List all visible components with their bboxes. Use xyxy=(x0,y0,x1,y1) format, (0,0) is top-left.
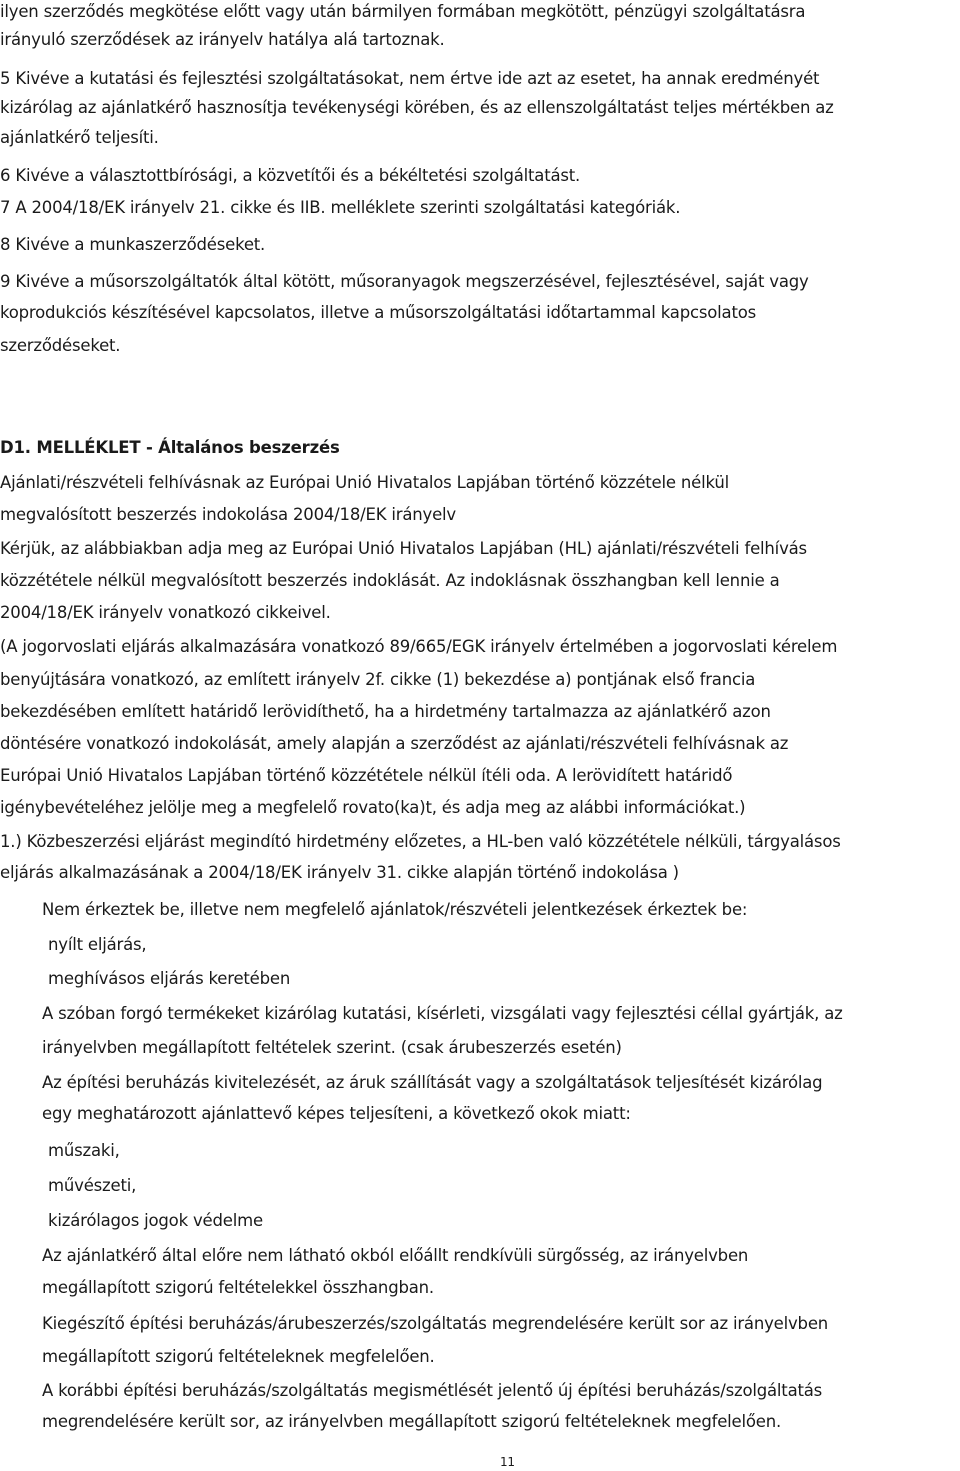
footnote-4-line-1: ilyen szerződés megkötése előtt vagy után bármilyen formában megkötött, pénzügyi szolgáltatásra xyxy=(0,2,806,21)
request-line-1: Kérjük, az alábbiakban adja meg az Európai Unió Hivatalos Lapjában (HL) ajánlati/részvételi felhívás xyxy=(0,539,807,558)
option-repeat-line-2: megrendelésére került sor, az irányelvben megállapított szigorú feltételeknek megfelelően. xyxy=(42,1412,782,1431)
option-research-line-1: A szóban forgó termékeket kizárólag kutatási, kísérleti, vizsgálati vagy fejlesztési céllal gyártják, az xyxy=(42,1004,843,1023)
footnote-9-line-2: koprodukciós készítésével kapcsolatos, illetve a műsorszolgáltatási időtartammal kapcsolatos xyxy=(0,303,757,322)
option-open-procedure: nyílt eljárás, xyxy=(48,935,147,954)
point-1-line-1: 1.) Közbeszerzési eljárást megindító hirdetmény előzetes, a HL-ben való közzététele nélküli, tárgyalásos xyxy=(0,832,841,851)
point-1-line-2: eljárás alkalmazásának a 2004/18/EK irányelv 31. cikke alapján történő indokolása ) xyxy=(0,863,679,882)
footnote-9-line-3: szerződéseket. xyxy=(0,336,121,355)
option-artistic: művészeti, xyxy=(48,1176,137,1195)
option-single-bidder-line-1: Az építési beruházás kivitelezését, az áruk szállítását vagy a szolgáltatások teljesítését kizárólag xyxy=(42,1073,823,1092)
footnote-5-line-1: 5 Kivéve a kutatási és fejlesztési szolgáltatásokat, nem értve ide azt az esetet, ha annak eredményét xyxy=(0,69,820,88)
remedy-note-line-3: bekezdésében említett határidő lerövidíthető, ha a hirdetmény tartalmazza az ajánlatkérő azon xyxy=(0,702,771,721)
footnote-7: 7 A 2004/18/EK irányelv 21. cikke és IIB. melléklete szerinti szolgáltatási kategóriák. xyxy=(0,198,681,217)
option-additional-line-1: Kiegészítő építési beruházás/árubeszerzés/szolgáltatás megrendelésére került sor az irányelvben xyxy=(42,1314,829,1333)
option-additional-line-2: megállapított szigorú feltételeknek megfelelően. xyxy=(42,1347,435,1366)
remedy-note-line-1: (A jogorvoslati eljárás alkalmazására vonatkozó 89/665/EGK irányelv értelmében a jogorvoslati kérelem xyxy=(0,637,838,656)
option-exclusive-rights: kizárólagos jogok védelme xyxy=(48,1211,263,1230)
remedy-note-line-4: döntésére vonatkozó indokolását, amely alapján a szerződést az ajánlati/részvételi felhívásnak az xyxy=(0,734,789,753)
option-repeat-line-1: A korábbi építési beruházás/szolgáltatás megismétlését jelentő új építési beruházás/szolgáltatás xyxy=(42,1381,823,1400)
option-single-bidder-line-2: egy meghatározott ajánlattevő képes teljesíteni, a következő okok miatt: xyxy=(42,1104,631,1123)
request-line-3: 2004/18/EK irányelv vonatkozó cikkeivel. xyxy=(0,603,331,622)
remedy-note-line-5: Európai Unió Hivatalos Lapjában történő közzététele nélkül ítéli oda. A lerövidített határidő xyxy=(0,766,733,785)
page-number: 11 xyxy=(500,1455,515,1469)
option-invite-procedure: meghívásos eljárás keretében xyxy=(48,969,291,988)
footnote-5-line-3: ajánlatkérő teljesíti. xyxy=(0,128,159,147)
option-no-offers: Nem érkeztek be, illetve nem megfelelő ajánlatok/részvételi jelentkezések érkeztek be: xyxy=(42,900,748,919)
option-urgency-line-2: megállapított szigorú feltételekkel összhangban. xyxy=(42,1278,434,1297)
annex-heading: D1. MELLÉKLET - Általános beszerzés xyxy=(0,438,340,457)
footnote-6: 6 Kivéve a választottbírósági, a közvetítői és a békéltetési szolgáltatást. xyxy=(0,166,581,185)
annex-subtitle-line-1: Ajánlati/részvételi felhívásnak az Európai Unió Hivatalos Lapjában történő közzétele nélkül xyxy=(0,473,729,492)
request-line-2: közzététele nélkül megvalósított beszerzés indoklását. Az indoklásnak összhangban kell lennie a xyxy=(0,571,780,590)
footnote-4-line-2: irányuló szerződések az irányelv hatálya alá tartoznak. xyxy=(0,30,445,49)
footnote-9-line-1: 9 Kivéve a műsorszolgáltatók által kötött, műsoranyagok megszerzésével, fejlesztésével, saját vagy xyxy=(0,272,809,291)
remedy-note-line-6: igénybevételéhez jelölje meg a megfelelő rovato(ka)t, és adja meg az alábbi információkat.) xyxy=(0,798,746,817)
footnote-5-line-2: kizárólag az ajánlatkérő hasznosítja tevékenységi körében, és az ellenszolgáltatást teljes mértékben az xyxy=(0,98,834,117)
option-technical: műszaki, xyxy=(48,1141,120,1160)
footnote-8: 8 Kivéve a munkaszerződéseket. xyxy=(0,235,266,254)
option-urgency-line-1: Az ajánlatkérő által előre nem látható okból előállt rendkívüli sürgősség, az irányelvben xyxy=(42,1246,749,1265)
remedy-note-line-2: benyújtására vonatkozó, az említett irányelv 2f. cikke (1) bekezdése a) pontjának első francia xyxy=(0,670,756,689)
option-research-line-2: irányelvben megállapított feltételek szerint. (csak árubeszerzés esetén) xyxy=(42,1038,622,1057)
annex-subtitle-line-2: megvalósított beszerzés indokolása 2004/18/EK irányelv xyxy=(0,505,456,524)
